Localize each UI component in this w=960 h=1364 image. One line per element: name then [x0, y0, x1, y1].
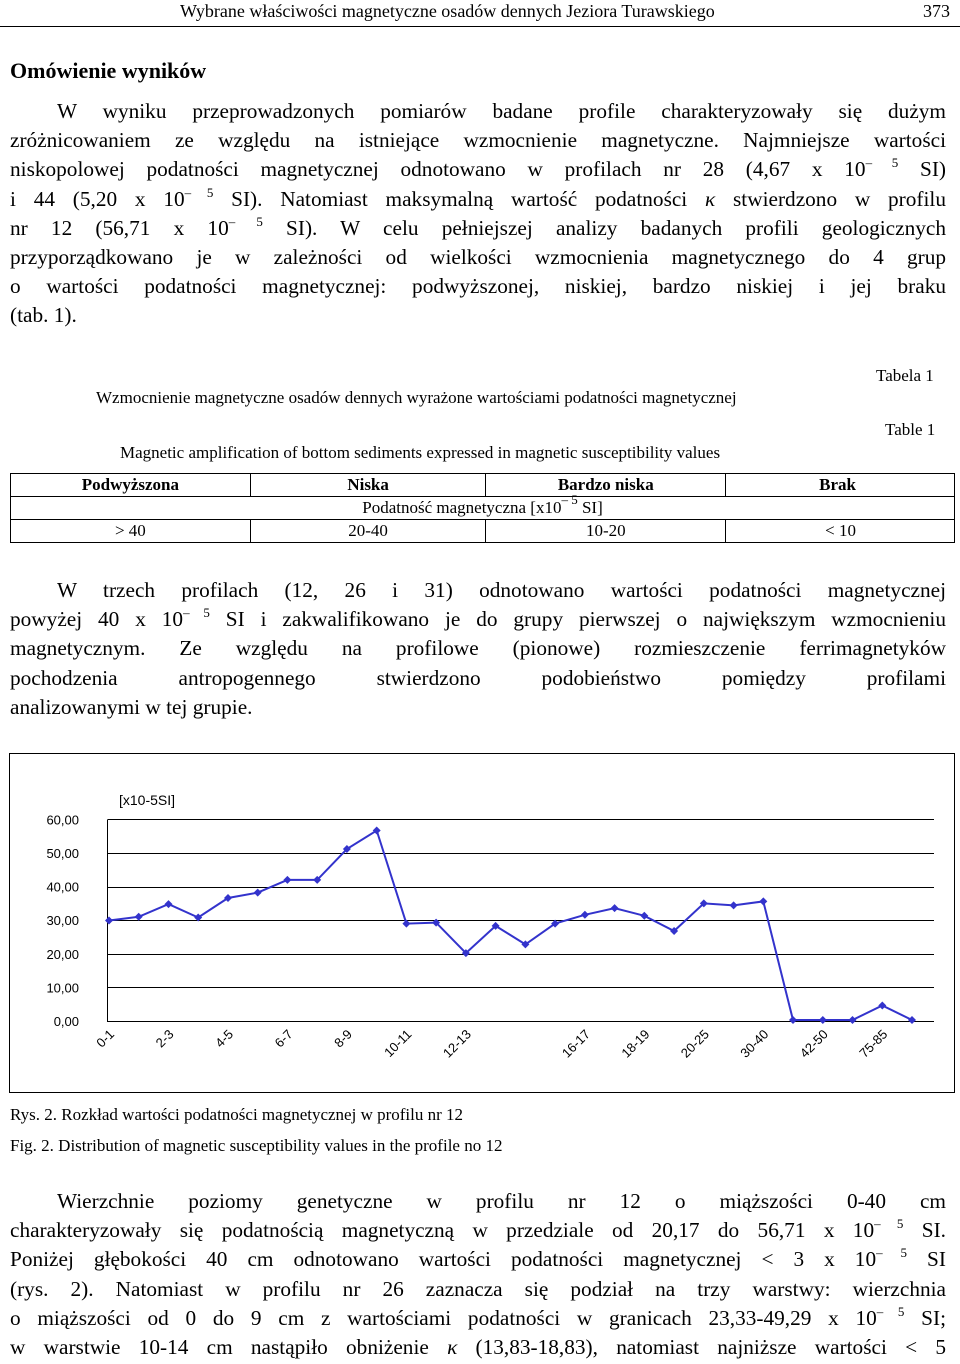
- y-tick-label: 40,00: [46, 879, 79, 895]
- header-cell: Brak: [726, 474, 955, 497]
- kappa-symbol: κ: [447, 1335, 458, 1360]
- table-title-en: Magnetic amplification of bottom sediments expressed in magnetic susceptibility values: [120, 443, 721, 462]
- table-header-row: [11, 474, 955, 497]
- text-line: o wartości podatności magnetycznej: podwyższonej, niskiej, bardzo niskiej i jej braku: [10, 274, 946, 299]
- value-cell: 10-20: [486, 520, 726, 543]
- susceptibility-chart: [9, 753, 955, 1093]
- text-line: powyżej 40 x $10^{- 5}$ SI i zakwalifikowano je do grupy pierwszej o największym wzmocnieniu: [10, 605, 947, 632]
- kappa-symbol: κ: [705, 186, 716, 211]
- unit-cell: Podatność magnetyczna [$x10^{- 5}$ SI]: [11, 497, 955, 520]
- x-tick-label: 10-11: [381, 1026, 415, 1060]
- y-tick-label: 30,00: [46, 913, 79, 929]
- unit-label: [x10-5SI]: [119, 792, 176, 808]
- y-tick-label: 0,00: [53, 1014, 79, 1029]
- text-line: Poniżej głębokości 40 cm odnotowano wartości podatności magnetycznej < 3 x $10^{- 5}$ SI: [10, 1245, 946, 1272]
- y-tick-label: 60,00: [46, 812, 79, 828]
- header-cell: Bardzo niska: [486, 474, 726, 497]
- running-header: [0, 0, 960, 27]
- x-tick-label: 8-9: [331, 1026, 356, 1051]
- table-unit-row: [11, 497, 955, 520]
- value-cell: 20-40: [250, 520, 486, 543]
- text-line: o miąższości od 0 do 9 cm z wartościami podatności w granicach 23,33-49,29 x $10^{- 5}$ SI;: [10, 1303, 946, 1330]
- x-tick-label: 20-25: [677, 1026, 712, 1061]
- paragraph-profile-12: [10, 1187, 946, 1362]
- x-tick-label: 42-50: [796, 1026, 831, 1061]
- x-tick-label: 4-5: [212, 1026, 237, 1051]
- x-tick-label: 75-85: [856, 1026, 891, 1061]
- chart-svg: [9, 753, 955, 1093]
- text-line: charakteryzowały się podatnością magnetyczną w przedziale od 20,17 do 56,71 x $10^{- 5}$ SI.: [10, 1216, 946, 1243]
- header-cell: Podwyższona: [11, 474, 251, 497]
- paragraph-results-intro: [10, 97, 946, 331]
- text-line: W wyniku przeprowadzonych pomiarów badane profile charakteryzowały się dużym: [57, 99, 946, 123]
- x-tick-label: 2-3: [152, 1026, 177, 1051]
- text-line: i 44 (5,20 x $10^{- 5}$ SI). Natomiast maksymalną wartość podatności κ stwierdzono w profilu: [10, 184, 946, 211]
- value-cell: > 40: [11, 520, 251, 543]
- x-tick-label: 12-13: [439, 1026, 475, 1061]
- x-tick-label: 6-7: [271, 1026, 296, 1051]
- table-label-en: Table 1: [885, 420, 936, 439]
- x-tick-label: 18-19: [618, 1026, 653, 1061]
- figure-caption-en: Fig. 2. Distribution of magnetic susceptibility values in the profile no 12: [10, 1136, 503, 1155]
- table-label-pl: Tabela 1: [876, 366, 934, 385]
- value-cell: < 10: [726, 520, 955, 543]
- text-line: przyporządkowano je w zależności od wielkości wzmocnienia magnetycznego do 4 grup: [10, 245, 946, 270]
- paragraph-group-one: [10, 576, 946, 722]
- susceptibility-class-table: [10, 473, 955, 543]
- text-line: zróżnicowaniem ze względu na istniejące wzmocnienie magnetyczne. Najmniejsze wartości: [10, 128, 946, 153]
- running-title: Wybrane właściwości magnetyczne osadów dennych Jeziora Turawskiego: [180, 1, 715, 21]
- section-heading: Omówienie wyników: [10, 58, 207, 83]
- text-line: magnetycznym. Ze względu na profilowe (pionowe) rozmieszczenie ferrimagnetyków: [10, 636, 946, 661]
- text-line: analizowanymi w tej grupie.: [10, 694, 253, 719]
- table-row: [11, 520, 955, 543]
- x-tick-label: 16-17: [558, 1026, 593, 1061]
- header-cell: Niska: [250, 474, 486, 497]
- text-line: w warstwie 10-14 cm nastąpiło obniżenie κ (13,83-18,83), natomiast najniższe wartości < 5: [10, 1335, 946, 1360]
- table-title-pl: Wzmocnienie magnetyczne osadów dennych wyrażone wartościami podatności magnetycznej: [96, 388, 737, 407]
- text-line: nr 12 (56,71 x $10^{- 5}$ SI). W celu pełniejszej analizy badanych profili geologicznych: [10, 213, 946, 240]
- text-line: (tab. 1).: [10, 303, 77, 328]
- y-tick-label: 50,00: [46, 846, 79, 861]
- text-line: Wierzchnie poziomy genetyczne w profilu nr 12 o miąższości 0-40 cm: [57, 1189, 946, 1213]
- x-tick-label: 0-1: [93, 1026, 118, 1051]
- text-line: pochodzenia antropogennego stwierdzono podobieństwo pomiędzy profilami: [10, 665, 946, 690]
- y-tick-label: 10,00: [46, 980, 79, 996]
- text-line: (rys. 2). Natomiast w profilu nr 26 zaznacza się podział na trzy warstwy: wierzchnia: [10, 1276, 946, 1301]
- text-line: W trzech profilach (12, 26 i 31) odnotowano wartości podatności magnetycznej: [57, 578, 946, 602]
- figure-caption-pl: Rys. 2. Rozkład wartości podatności magnetycznej w profilu nr 12: [10, 1105, 464, 1124]
- page-number: 373: [923, 1, 950, 21]
- x-tick-label: 30-40: [737, 1026, 772, 1061]
- y-tick-label: 20,00: [46, 946, 79, 962]
- text-line: niskopolowej podatności magnetycznej odnotowano w profilach nr 28 (4,67 x $10^{- 5}$ SI): [10, 155, 947, 182]
